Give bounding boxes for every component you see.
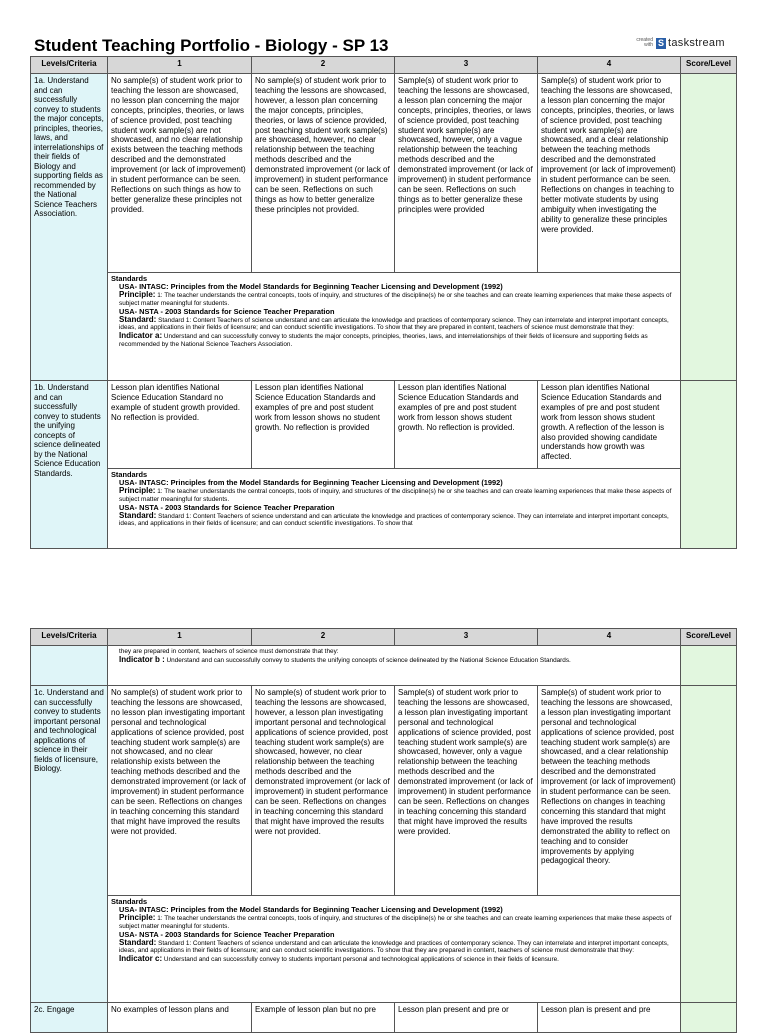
standards-continuation-row xyxy=(31,646,737,686)
indicator-label: Indicator a: xyxy=(119,331,163,341)
header-level-4: 4 xyxy=(538,57,681,74)
rubric-cell-1b-level-3: Lesson plan identifies National Science Education Standards and examples of pre and post student work from lesson shows student growth. No reflection is provided. xyxy=(395,381,538,469)
rubric-table-page-2 xyxy=(30,628,737,1033)
intasc-heading: USA- INTASC: Principles from the Model Standards for Beginning Teacher Licensing and Development (1992) xyxy=(119,477,503,487)
page-title: Student Teaching Portfolio - Biology - SP 13 xyxy=(34,36,389,55)
criteria-1b: 1b. Understand and can successfully convey to students the unifying concepts of science delineated by the National Science Education Standards. xyxy=(31,381,108,549)
standard-text: Standard 1: Content Teachers of science understand and can articulate the knowledge and practices of contemporary science. They can interrelate and interpret important concepts, ideas, and applications in their fields of licensure; and can conduct scientific investigations. To show that they are prepared in content, teachers of science must demonstrate that they: xyxy=(119,939,669,955)
rubric-cell-1c-level-2: No sample(s) of student work prior to teaching the lessons are showcased, however, a lesson plan investigating important personal and technological applications of science provided, post teaching student work sample(s) are showcased, however, no clear relationship between the teaching methods described and the demonstrated improvement (or lack of improvement) in student performance can be seen. Reflections on changes in teaching concerning this standard that might have improved the results were not provided. xyxy=(252,686,395,896)
indicator-label: Indicator c: xyxy=(119,954,163,964)
header-level-1: 1 xyxy=(108,629,252,646)
header-level-1: 1 xyxy=(108,57,252,74)
taskstream-logo-icon: S xyxy=(657,38,664,48)
header-row xyxy=(31,629,737,646)
rubric-cell-2c-level-1: No examples of lesson plans and xyxy=(108,1003,252,1033)
standards-heading: Standards xyxy=(111,897,148,906)
standards-row xyxy=(31,469,737,549)
header-level-4: 4 xyxy=(538,629,681,646)
rubric-cell-1b-level-1: Lesson plan identifies National Science Education Standard no example of student growth provided. No reflection is provided. xyxy=(108,381,252,469)
rubric-cell-1a-level-4: Sample(s) of student work prior to teaching the lessons are showcased, a lesson plan concerning the major concepts, principles, theories, or laws of science provided, post teaching student work sample(s) are showcased, and a clear relationship between the teaching methods described and the demonstrated improvement (or lack of improvement) in student performance can be seen. Reflections on changes in teaching to better motivate students by using ambiguity when investigating the ability to generalize these principles were provided. xyxy=(538,74,681,273)
indicator-text: Understand and can successfully convey to students the major concepts, principles, theories, laws, and interrelationships of their fields of licensure and supporting fields as recommended by the National Science Teachers Association. xyxy=(119,333,648,349)
header-score-level: Score/Level xyxy=(681,629,737,646)
nsta-heading: USA- NSTA - 2003 Standards for Science Teacher Preparation xyxy=(119,502,335,512)
score-input-1c[interactable] xyxy=(681,686,737,1003)
logo-brand: taskstream xyxy=(668,37,725,49)
criteria-2c: 2c. Engage xyxy=(31,1003,108,1033)
criteria-continued xyxy=(31,646,108,686)
standard-label: Standard: xyxy=(119,314,157,324)
standards-1c xyxy=(108,896,681,1003)
rubric-cell-1c-level-3: Sample(s) of student work prior to teaching the lessons are showcased, a lesson plan investigating important personal and technological applications of science provided, post teaching student work sample(s) are showcased, however, only a vague relationship between the teaching methods described and the demonstrated improvement (or lack of improvement) in student performance can be seen. Reflections on changes in teaching concerning this standard that might have improved the results were provided. xyxy=(395,686,538,896)
indicator-label: Indicator b : xyxy=(119,654,165,664)
standard-text: Standard 1: Content Teachers of science understand and can articulate the knowledge and practices of contemporary science. They can interrelate and interpret important concepts, ideas, and applications in their fields of licensure; and can conduct scientific investigations. To show that xyxy=(119,512,669,528)
continued-text: they are prepared in content, teachers of science must demonstrate that they: xyxy=(119,648,339,655)
criteria-1a: 1a. Understand and can successfully convey to students the major concepts, principles, theories, laws, and interrelationships of their fields of Biology and supporting fields as recommended by the National Science Teachers Association. xyxy=(31,74,108,381)
table-row xyxy=(31,381,737,469)
intasc-heading: USA- INTASC: Principles from the Model Standards for Beginning Teacher Licensing and Development (1992) xyxy=(119,281,503,291)
indicator-text: Understand and can successfully convey to students the unifying concepts of science delineated by the National Science Education Standards. xyxy=(164,656,571,664)
criteria-1c: 1c. Understand and can successfully convey to students important personal and technological applications of science in their fields of licensure, Biology. xyxy=(31,686,108,1003)
principle-text: 1: The teacher understands the central concepts, tools of inquiry, and structures of the discipline(s) he or she teaches and can create learning experiences that make these aspects of subject matter meaningful for students. xyxy=(119,291,672,307)
indicator-text: Understand and can successfully convey to students important personal and technological applications of science in their fields of licensure. xyxy=(162,956,559,964)
rubric-cell-1b-level-2: Lesson plan identifies National Science Education Standards and examples of pre and post student work from lesson shows no student growth. No reflection is provided xyxy=(252,381,395,469)
table-row xyxy=(31,74,737,273)
standards-1a xyxy=(108,273,681,381)
standards-1b-continued xyxy=(108,646,681,686)
score-input-2c[interactable] xyxy=(681,1003,737,1033)
principle-label: Principle: xyxy=(119,289,156,299)
table-row xyxy=(31,1003,737,1033)
standards-heading: Standards xyxy=(111,274,148,283)
standard-label: Standard: xyxy=(119,510,157,520)
rubric-table-page-1 xyxy=(30,56,737,549)
principle-text: 1: The teacher understands the central concepts, tools of inquiry, and structures of the discipline(s) he or she teaches and can create learning experiences that make these aspects of subject matter meaningful for students. xyxy=(119,914,672,930)
standards-1b xyxy=(108,469,681,549)
header-score-level: Score/Level xyxy=(681,57,737,74)
header-row xyxy=(31,57,737,74)
rubric-cell-2c-level-3: Lesson plan present and pre or xyxy=(395,1003,538,1033)
header-level-2: 2 xyxy=(252,629,395,646)
nsta-heading: USA- NSTA - 2003 Standards for Science Teacher Preparation xyxy=(119,306,335,316)
rubric-cell-1a-level-2: No sample(s) of student work prior to teaching the lessons are showcased, however, a lesson plan concerning the major concepts, principles, theories, or laws of science provided, post teaching student work sample(s) are showcased, however, no clear relationship between the teaching methods described and the demonstrated improvement (or lack of improvement) in student performance can be seen. Reflections on such things as how to better generalize these principles not provided. xyxy=(252,74,395,273)
rubric-cell-2c-level-2: Example of lesson plan but no pre xyxy=(252,1003,395,1033)
header-level-2: 2 xyxy=(252,57,395,74)
standard-text: Standard 1: Content Teachers of science understand and can articulate the knowledge and practices of contemporary science. They can interrelate and interpret important concepts, ideas, and applications in their fields of licensure; and can conduct scientific investigations. To show that they are prepared in content, teachers of science must demonstrate that they: xyxy=(119,316,669,332)
table-row xyxy=(31,686,737,896)
principle-text: 1: The teacher understands the central concepts, tools of inquiry, and structures of the discipline(s) he or she teaches and can create learning experiences that make these aspects of subject matter meaningful for students. xyxy=(119,487,672,503)
header-levels-criteria: Levels/Criteria xyxy=(31,57,108,74)
rubric-cell-1a-level-1: No sample(s) of student work prior to teaching the lesson are showcased, no lesson plan concerning the major concepts, principles, theories, or laws of science provided, post teaching student work sample(s) are not showcased, and no clear relationship exists between the teaching methods described and the demonstrated improvement (or lack of improvement) in student performance can be seen. Reflections on such things as how to better generalize these principles not provided. xyxy=(108,74,252,273)
standard-label: Standard: xyxy=(119,937,157,947)
header-level-3: 3 xyxy=(395,57,538,74)
principle-label: Principle: xyxy=(119,485,156,495)
rubric-cell-1b-level-4: Lesson plan identifies National Science Education Standards and examples of pre and post student work from lesson shows student growth. A reflection of the lesson is also provided showing candidate understands how growth was affected. xyxy=(538,381,681,469)
score-input-continued[interactable] xyxy=(681,646,737,686)
logo-created-with: created with xyxy=(636,37,653,48)
rubric-cell-1a-level-3: Sample(s) of student work prior to teaching the lessons are showcased, a lesson plan concerning the major concepts, principles, theories, or laws of science provided, post teaching student work sample(s) are showcased, however, only a vague relationship between the teaching methods described and the demonstrated improvement (or lack of improvement) in student performance can be seen. Reflections on such things as to better generalize these principles were provided xyxy=(395,74,538,273)
principle-label: Principle: xyxy=(119,912,156,922)
nsta-heading: USA- NSTA - 2003 Standards for Science Teacher Preparation xyxy=(119,929,335,939)
taskstream-logo xyxy=(627,37,725,49)
rubric-cell-1c-level-1: No sample(s) of student work prior to teaching the lessons are showcased, no lesson plan investigating important personal and technological applications of science provided, post teaching student work sample(s) are not showcased, and no clear relationship exists between the teaching methods described and the demonstrated improvement (or lack of improvement) in student performance can be seen. Reflections on changes in teaching concerning this standard that might have improved the results were not provided. xyxy=(108,686,252,896)
header-level-3: 3 xyxy=(395,629,538,646)
header-levels-criteria: Levels/Criteria xyxy=(31,629,108,646)
rubric-cell-2c-level-4: Lesson plan is present and pre xyxy=(538,1003,681,1033)
score-input-1a[interactable] xyxy=(681,74,737,381)
score-input-1b[interactable] xyxy=(681,381,737,549)
standards-row xyxy=(31,896,737,1003)
standards-row xyxy=(31,273,737,381)
standards-heading: Standards xyxy=(111,470,148,479)
intasc-heading: USA- INTASC: Principles from the Model Standards for Beginning Teacher Licensing and Development (1992) xyxy=(119,904,503,914)
rubric-cell-1c-level-4: Sample(s) of student work prior to teaching the lessons are showcased, a lesson plan investigating important personal and technological applications of science provided, post teaching student work sample(s) are showcased, and a clear relationship between the teaching methods described and the demonstrated improvement (or lack of improvement) in student performance can be seen. Reflections on changes in teaching concerning this standard that might have improved the results demonstrated the ability to reflect on teaching and to consider improvements by applying pedagogical theory. xyxy=(538,686,681,896)
